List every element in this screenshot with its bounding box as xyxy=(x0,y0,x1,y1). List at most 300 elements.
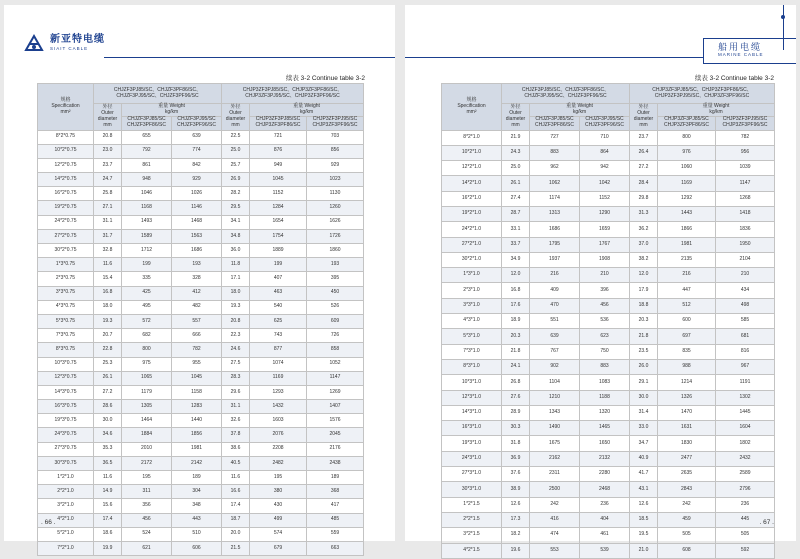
weight-sub-a2: CHJZF3PJ95/SC CHJZF3PF96/SC xyxy=(580,116,630,130)
value-cell: 24.6 xyxy=(222,343,250,357)
value-cell: 37.8 xyxy=(222,428,250,442)
value-cell: 1343 xyxy=(530,405,580,420)
value-cell: 17.4 xyxy=(222,499,250,513)
spec-cell: 1*3*1.0 xyxy=(442,268,502,283)
value-cell: 877 xyxy=(250,343,307,357)
value-cell: 20.3 xyxy=(502,329,530,344)
spec-cell: 16*3*1.0 xyxy=(442,421,502,436)
value-cell: 26.9 xyxy=(222,173,250,187)
value-cell: 38.9 xyxy=(502,482,530,497)
value-cell: 800 xyxy=(658,130,716,145)
value-cell: 27.6 xyxy=(502,390,530,405)
value-cell: 2843 xyxy=(658,482,716,497)
value-cell: 27.2 xyxy=(94,385,122,399)
value-cell: 20.3 xyxy=(630,314,658,329)
value-cell: 24.1 xyxy=(502,359,530,374)
spec-cell: 30*3*0.75 xyxy=(38,456,94,470)
value-cell: 572 xyxy=(122,314,172,328)
value-cell: 1654 xyxy=(250,215,307,229)
value-cell: 30.0 xyxy=(94,414,122,428)
value-cell: 34.8 xyxy=(222,229,250,243)
value-cell: 12.0 xyxy=(630,268,658,283)
spec-cell: 8*3*0.75 xyxy=(38,343,94,357)
value-cell: 721 xyxy=(250,130,307,144)
table-row xyxy=(38,357,364,371)
value-cell: 621 xyxy=(122,541,172,555)
value-cell: 1268 xyxy=(716,191,775,206)
spec-cell: 4*2*1.5 xyxy=(442,543,502,558)
value-cell: 416 xyxy=(530,512,580,527)
value-cell: 666 xyxy=(172,329,222,343)
table-row xyxy=(38,258,364,272)
value-cell: 1168 xyxy=(122,201,172,215)
spec-cell: 19*2*0.75 xyxy=(38,201,94,215)
value-cell: 1130 xyxy=(307,187,364,201)
value-cell: 216 xyxy=(658,268,716,283)
value-cell: 34.7 xyxy=(630,436,658,451)
value-cell: 2104 xyxy=(716,252,775,267)
value-cell: 536 xyxy=(580,314,630,329)
value-cell: 1293 xyxy=(250,385,307,399)
value-cell: 409 xyxy=(530,283,580,298)
value-cell: 236 xyxy=(580,497,630,512)
value-cell: 1147 xyxy=(716,176,775,191)
value-cell: 1174 xyxy=(530,191,580,206)
value-cell: 25.7 xyxy=(222,158,250,172)
value-cell: 447 xyxy=(658,283,716,298)
logo-en: SIAIT CABLE xyxy=(50,45,89,51)
value-cell: 485 xyxy=(307,513,364,527)
value-cell: 767 xyxy=(530,344,580,359)
table-row xyxy=(38,286,364,300)
value-cell: 242 xyxy=(658,497,716,512)
table-row xyxy=(38,201,364,215)
value-cell: 1045 xyxy=(172,371,222,385)
value-cell: 1039 xyxy=(716,161,775,176)
table-caption: 续表 3-2 Continue table 3-2 xyxy=(694,75,774,82)
table-row xyxy=(38,513,364,527)
value-cell: 2432 xyxy=(716,451,775,466)
value-cell: 948 xyxy=(122,173,172,187)
value-cell: 2482 xyxy=(250,456,307,470)
spec-cell: 3*2*1.5 xyxy=(442,528,502,543)
weight-sub-a1: CHJZF3PJ85/SC CHJZF3PF86/SC xyxy=(530,116,580,130)
weight-header-a: 重量 Weight kg/km xyxy=(530,104,630,117)
value-cell: 1908 xyxy=(580,252,630,267)
value-cell: 1214 xyxy=(658,375,716,390)
value-cell: 835 xyxy=(658,344,716,359)
value-cell: 22.3 xyxy=(222,329,250,343)
value-cell: 962 xyxy=(530,161,580,176)
page-number-left: . 66 . xyxy=(41,519,56,526)
spec-cell: 8*2*1.0 xyxy=(442,130,502,145)
spec-cell: 16*2*1.0 xyxy=(442,191,502,206)
value-cell: 1675 xyxy=(530,436,580,451)
spec-cell: 2*3*0.75 xyxy=(38,272,94,286)
value-cell: 2635 xyxy=(658,467,716,482)
value-cell: 639 xyxy=(530,329,580,344)
od-header-a: 外径 Outer diameter mm xyxy=(502,104,530,131)
table-row xyxy=(442,344,775,359)
spec-cell: 7*3*0.75 xyxy=(38,329,94,343)
value-cell: 495 xyxy=(122,300,172,314)
value-cell: 28.6 xyxy=(94,400,122,414)
table-row xyxy=(38,343,364,357)
spec-cell: 4*2*1.0 xyxy=(38,513,94,527)
value-cell: 2010 xyxy=(122,442,172,456)
table-row xyxy=(442,512,775,527)
value-cell: 28.7 xyxy=(502,206,530,221)
value-cell: 1631 xyxy=(658,421,716,436)
value-cell: 1290 xyxy=(580,206,630,221)
value-cell: 557 xyxy=(172,314,222,328)
value-cell: 25.0 xyxy=(222,144,250,158)
value-cell: 1981 xyxy=(658,237,716,252)
table-row xyxy=(442,543,775,558)
value-cell: 20.8 xyxy=(222,314,250,328)
od-header-a: 外径 Outer diameter mm xyxy=(94,104,122,131)
spec-cell: 3*3*1.0 xyxy=(442,298,502,313)
weight-sub-b2: CHJP3ZF3PJ95/SC CHJP3ZF3PF96/SC xyxy=(307,116,364,130)
table-row xyxy=(442,390,775,405)
spec-cell: 14*3*0.75 xyxy=(38,385,94,399)
value-cell: 1470 xyxy=(658,405,716,420)
value-cell: 189 xyxy=(172,471,222,485)
value-cell: 929 xyxy=(172,173,222,187)
value-cell: 28.9 xyxy=(502,405,530,420)
value-cell: 526 xyxy=(307,300,364,314)
value-cell: 16.8 xyxy=(94,286,122,300)
value-cell: 782 xyxy=(172,343,222,357)
table-row xyxy=(38,471,364,485)
value-cell: 2477 xyxy=(658,451,716,466)
value-cell: 1026 xyxy=(172,187,222,201)
table-row xyxy=(38,499,364,513)
value-cell: 33.0 xyxy=(630,421,658,436)
value-cell: 17.3 xyxy=(502,512,530,527)
spec-cell: 30*2*0.75 xyxy=(38,244,94,258)
value-cell: 1860 xyxy=(307,244,364,258)
value-cell: 539 xyxy=(580,543,630,558)
table-row xyxy=(38,442,364,456)
value-cell: 1712 xyxy=(122,244,172,258)
table-row xyxy=(442,359,775,374)
value-cell: 1950 xyxy=(716,237,775,252)
value-cell: 21.5 xyxy=(222,541,250,555)
value-cell: 955 xyxy=(172,357,222,371)
logo-cn: 新亚特电缆 xyxy=(50,33,105,45)
table-row xyxy=(38,541,364,555)
value-cell: 31.7 xyxy=(94,229,122,243)
value-cell: 20.7 xyxy=(94,329,122,343)
spec-cell: 19*3*0.75 xyxy=(38,414,94,428)
value-cell: 600 xyxy=(658,314,716,329)
value-cell: 304 xyxy=(172,485,222,499)
spec-cell: 1*2*1.5 xyxy=(442,497,502,512)
table-row xyxy=(442,329,775,344)
value-cell: 1686 xyxy=(172,244,222,258)
table-row xyxy=(442,467,775,482)
table-row xyxy=(38,215,364,229)
value-cell: 29.8 xyxy=(630,191,658,206)
value-cell: 2311 xyxy=(530,467,580,482)
value-cell: 1302 xyxy=(716,390,775,405)
value-cell: 1866 xyxy=(658,222,716,237)
value-cell: 25.0 xyxy=(502,161,530,176)
value-cell: 510 xyxy=(172,527,222,541)
table-row xyxy=(442,222,775,237)
value-cell: 11.6 xyxy=(94,258,122,272)
value-cell: 697 xyxy=(658,329,716,344)
value-cell: 1179 xyxy=(122,385,172,399)
value-cell: 18.5 xyxy=(630,512,658,527)
logo-icon xyxy=(24,33,44,53)
value-cell: 36.0 xyxy=(222,244,250,258)
value-cell: 2076 xyxy=(250,428,307,442)
value-cell: 625 xyxy=(250,314,307,328)
value-cell: 1152 xyxy=(250,187,307,201)
value-cell: 23.7 xyxy=(94,158,122,172)
value-cell: 23.7 xyxy=(630,130,658,145)
spec-cell: 16*3*0.75 xyxy=(38,400,94,414)
spec-cell: 10*2*0.75 xyxy=(38,144,94,158)
group-a-header: CHJZF3PJ85/SC、CHJZF3PF86/SC、CHJZF3PJ95/SC、CHJZF3PF96/SC xyxy=(94,84,222,104)
spec-cell: 3*3*0.75 xyxy=(38,286,94,300)
spec-cell: 14*2*0.75 xyxy=(38,173,94,187)
spec-cell: 2*3*1.0 xyxy=(442,283,502,298)
value-cell: 29.5 xyxy=(222,201,250,215)
table-row xyxy=(38,300,364,314)
weight-sub-a2: CHJZF3PJ95/SC CHJZF3PF96/SC xyxy=(172,116,222,130)
value-cell: 15.6 xyxy=(94,499,122,513)
value-cell: 395 xyxy=(307,272,364,286)
spec-cell: 12*3*0.75 xyxy=(38,371,94,385)
value-cell: 574 xyxy=(250,527,307,541)
value-cell: 1269 xyxy=(307,385,364,399)
value-cell: 216 xyxy=(530,268,580,283)
value-cell: 29.1 xyxy=(630,375,658,390)
table-row xyxy=(442,298,775,313)
table-row xyxy=(38,485,364,499)
value-cell: 592 xyxy=(716,543,775,558)
value-cell: 1065 xyxy=(122,371,172,385)
left-page xyxy=(4,5,395,551)
value-cell: 25.8 xyxy=(94,187,122,201)
value-cell: 1443 xyxy=(658,206,716,221)
table-row xyxy=(442,375,775,390)
value-cell: 29.6 xyxy=(222,385,250,399)
value-cell: 210 xyxy=(716,268,775,283)
value-cell: 193 xyxy=(307,258,364,272)
value-cell: 942 xyxy=(580,161,630,176)
value-cell: 459 xyxy=(658,512,716,527)
value-cell: 417 xyxy=(307,499,364,513)
value-cell: 1284 xyxy=(250,201,307,215)
cable-table-left xyxy=(37,83,363,556)
value-cell: 1045 xyxy=(250,173,307,187)
value-cell: 30.0 xyxy=(630,390,658,405)
value-cell: 34.1 xyxy=(222,215,250,229)
value-cell: 710 xyxy=(580,130,630,145)
od-header-b: 外径 Outer diameter mm xyxy=(222,104,250,131)
value-cell: 864 xyxy=(580,145,630,160)
value-cell: 18.9 xyxy=(502,314,530,329)
value-cell: 27.2 xyxy=(630,161,658,176)
spec-cell: 19*2*1.0 xyxy=(442,206,502,221)
value-cell: 2208 xyxy=(250,442,307,456)
value-cell: 623 xyxy=(580,329,630,344)
value-cell: 463 xyxy=(250,286,307,300)
value-cell: 703 xyxy=(307,130,364,144)
value-cell: 1889 xyxy=(250,244,307,258)
value-cell: 23.5 xyxy=(630,344,658,359)
spec-cell: 27*3*1.0 xyxy=(442,467,502,482)
spec-cell: 1*2*1.0 xyxy=(38,471,94,485)
value-cell: 35.3 xyxy=(94,442,122,456)
spec-cell: 12*2*0.75 xyxy=(38,158,94,172)
spec-cell: 3*2*1.0 xyxy=(38,499,94,513)
value-cell: 450 xyxy=(307,286,364,300)
value-cell: 16.6 xyxy=(222,485,250,499)
value-cell: 17.4 xyxy=(94,513,122,527)
value-cell: 1659 xyxy=(580,222,630,237)
table-row xyxy=(38,130,364,144)
table-row xyxy=(442,497,775,512)
value-cell: 1802 xyxy=(716,436,775,451)
table-row xyxy=(38,229,364,243)
value-cell: 43.1 xyxy=(630,482,658,497)
table-row xyxy=(442,130,775,145)
value-cell: 606 xyxy=(172,541,222,555)
value-cell: 1754 xyxy=(250,229,307,243)
table-row xyxy=(442,237,775,252)
value-cell: 1060 xyxy=(658,161,716,176)
value-cell: 12.6 xyxy=(630,497,658,512)
value-cell: 1158 xyxy=(172,385,222,399)
value-cell: 1260 xyxy=(307,201,364,215)
value-cell: 551 xyxy=(530,314,580,329)
value-cell: 967 xyxy=(716,359,775,374)
table-row xyxy=(38,456,364,470)
section-tab-en: MARINE CABLE xyxy=(718,52,764,57)
value-cell: 1313 xyxy=(530,206,580,221)
table-row xyxy=(442,268,775,283)
value-cell: 236 xyxy=(716,497,775,512)
value-cell: 505 xyxy=(658,528,716,543)
value-cell: 37.6 xyxy=(502,467,530,482)
value-cell: 36.9 xyxy=(502,451,530,466)
value-cell: 19.5 xyxy=(630,528,658,543)
value-cell: 335 xyxy=(122,272,172,286)
spec-cell: 16*2*0.75 xyxy=(38,187,94,201)
spec-cell: 10*3*1.0 xyxy=(442,375,502,390)
value-cell: 27.1 xyxy=(94,201,122,215)
table-row xyxy=(442,482,775,497)
value-cell: 22.8 xyxy=(94,343,122,357)
table-row xyxy=(442,252,775,267)
spec-cell: 7*3*1.0 xyxy=(442,344,502,359)
table-row xyxy=(442,176,775,191)
table-row xyxy=(442,314,775,329)
table-row xyxy=(38,414,364,428)
value-cell: 31.3 xyxy=(630,206,658,221)
value-cell: 1563 xyxy=(172,229,222,243)
spec-cell: 24*3*1.0 xyxy=(442,451,502,466)
value-cell: 663 xyxy=(307,541,364,555)
weight-sub-a1: CHJZF3PJ85/SC CHJZF3PF86/SC xyxy=(122,116,172,130)
value-cell: 407 xyxy=(250,272,307,286)
value-cell: 368 xyxy=(307,485,364,499)
table-row xyxy=(442,283,775,298)
value-cell: 11.6 xyxy=(222,471,250,485)
value-cell: 2468 xyxy=(580,482,630,497)
table-row xyxy=(442,405,775,420)
value-cell: 1830 xyxy=(658,436,716,451)
value-cell: 33.1 xyxy=(502,222,530,237)
value-cell: 17.1 xyxy=(222,272,250,286)
value-cell: 1464 xyxy=(122,414,172,428)
value-cell: 1490 xyxy=(530,421,580,436)
value-cell: 1169 xyxy=(658,176,716,191)
value-cell: 1046 xyxy=(122,187,172,201)
value-cell: 1468 xyxy=(172,215,222,229)
value-cell: 2280 xyxy=(580,467,630,482)
value-cell: 22.5 xyxy=(222,130,250,144)
value-cell: 681 xyxy=(716,329,775,344)
spec-cell: 5*3*1.0 xyxy=(442,329,502,344)
value-cell: 1686 xyxy=(530,222,580,237)
table-row xyxy=(38,144,364,158)
spec-cell: 4*3*1.0 xyxy=(442,314,502,329)
value-cell: 1074 xyxy=(250,357,307,371)
value-cell: 19.3 xyxy=(222,300,250,314)
value-cell: 1283 xyxy=(172,400,222,414)
table-caption: 续表 3-2 Continue table 3-2 xyxy=(285,75,365,82)
value-cell: 461 xyxy=(580,528,630,543)
value-cell: 34.6 xyxy=(94,428,122,442)
table-row xyxy=(38,158,364,172)
value-cell: 18.8 xyxy=(630,298,658,313)
value-cell: 311 xyxy=(122,485,172,499)
table-body-left xyxy=(38,130,364,556)
value-cell: 199 xyxy=(250,258,307,272)
value-cell: 902 xyxy=(530,359,580,374)
spec-cell: 27*3*0.75 xyxy=(38,442,94,456)
table-row xyxy=(38,385,364,399)
value-cell: 33.7 xyxy=(502,237,530,252)
value-cell: 505 xyxy=(716,528,775,543)
decor-dot xyxy=(781,15,785,19)
value-cell: 26.4 xyxy=(630,145,658,160)
value-cell: 19.6 xyxy=(502,543,530,558)
value-cell: 32.8 xyxy=(94,244,122,258)
group-b-header: CHJP3ZF3PJ85/SC、CHJP3ZF3PF86/SC、CHJP3ZF3PJ95/SC、CHJP3ZF3PF96/SC xyxy=(630,84,775,104)
value-cell: 396 xyxy=(580,283,630,298)
spec-cell: 2*2*1.0 xyxy=(38,485,94,499)
value-cell: 31.1 xyxy=(222,400,250,414)
value-cell: 14.9 xyxy=(94,485,122,499)
value-cell: 1418 xyxy=(716,206,775,221)
value-cell: 456 xyxy=(122,513,172,527)
page-number-right: . 67 . xyxy=(759,519,774,526)
value-cell: 20.8 xyxy=(94,130,122,144)
value-cell: 1493 xyxy=(122,215,172,229)
value-cell: 743 xyxy=(250,329,307,343)
spec-cell: 27*2*1.0 xyxy=(442,237,502,252)
value-cell: 655 xyxy=(122,130,172,144)
value-cell: 18.0 xyxy=(222,286,250,300)
value-cell: 774 xyxy=(172,144,222,158)
